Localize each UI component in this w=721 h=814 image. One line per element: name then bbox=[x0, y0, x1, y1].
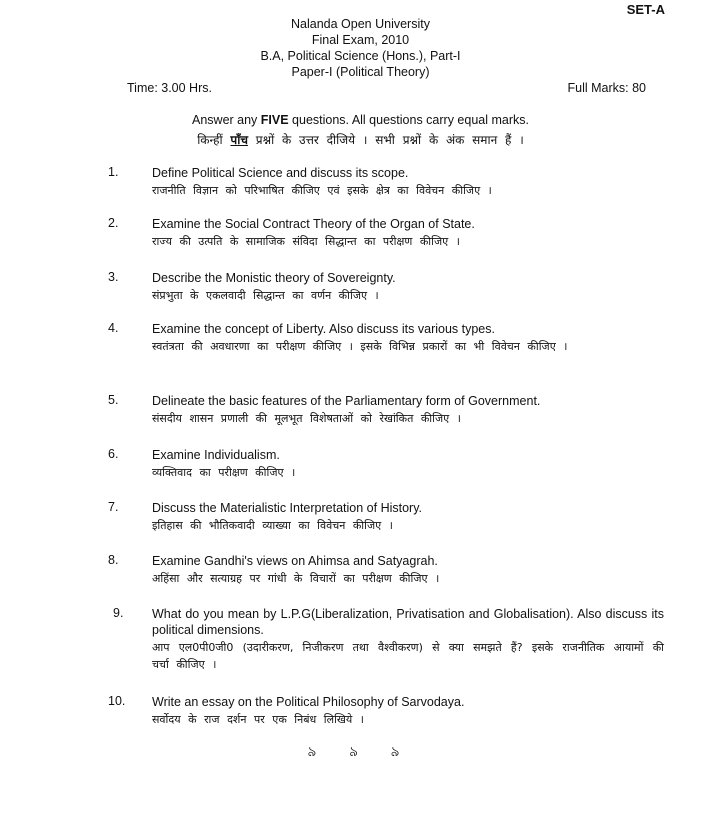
question-text-en: Examine the Social Contract Theory of the Organ of State. bbox=[152, 217, 475, 231]
question-text-hi: राज्य की उत्पति के सामाजिक संविदा सिद्धान्त का परीक्षण कीजिए । bbox=[152, 235, 460, 248]
question-text-hi: आप एल0पी0जी0 (उदारीकरण, निजीकरण तथा वैश्वीकरण) से क्या समझते हैं? इसके राजनीतिक आयामों की चर्चा कीजिए । bbox=[152, 641, 664, 671]
paper-title: Paper-I (Political Theory) bbox=[291, 65, 430, 79]
question-text-hi: राजनीति विज्ञान को परिभाषित कीजिए एवं इसके क्षेत्र का विवेचन कीजिए । bbox=[152, 184, 492, 197]
question-number: 4. bbox=[108, 321, 119, 335]
end-ornament: ৯ ৯ ৯ bbox=[307, 744, 414, 760]
question-number: 3. bbox=[108, 270, 119, 284]
question-number: 6. bbox=[108, 447, 119, 461]
instr-en-suffix: questions. All questions carry equal marks. bbox=[288, 113, 529, 127]
question-number: 8. bbox=[108, 553, 119, 567]
instructions-hindi bbox=[0, 131, 721, 148]
instr-hi-bold: पाँच bbox=[230, 133, 248, 147]
question-text-hi: सर्वोदय के राज दर्शन पर एक निबंध लिखिये । bbox=[152, 713, 364, 726]
question-text-en: Examine Individualism. bbox=[152, 448, 280, 462]
question-number: 5. bbox=[108, 393, 119, 407]
set-label: SET-A bbox=[626, 2, 665, 17]
question-text-hi: स्वतंत्रता की अवधारणा का परीक्षण कीजिए । इसके विभिन्न प्रकारों का भी विवेचन कीजिए । bbox=[152, 340, 568, 353]
instr-en-prefix: Answer any bbox=[192, 113, 261, 127]
question-text-en: Discuss the Materialistic Interpretation of History. bbox=[152, 501, 423, 515]
course-title: B.A, Political Science (Hons.), Part-I bbox=[260, 49, 461, 63]
question-text-en: Examine Gandhi's views on Ahimsa and Satyagrah. bbox=[152, 554, 438, 568]
question-number: 7. bbox=[108, 500, 119, 514]
question-text-hi: व्यक्तिवाद का परीक्षण कीजिए । bbox=[152, 466, 296, 479]
university-name: Nalanda Open University bbox=[291, 17, 430, 31]
question-text-hi: अहिंसा और सत्याग्रह पर गांधी के विचारों का परीक्षण कीजिए । bbox=[152, 572, 440, 585]
instr-hi-prefix: किन्हीं bbox=[197, 133, 231, 147]
question-text-en: Delineate the basic features of the Parliamentary form of Government. bbox=[152, 394, 541, 408]
time-label: Time: 3.00 Hrs. bbox=[127, 81, 212, 95]
exam-title: Final Exam, 2010 bbox=[311, 33, 410, 47]
instr-hi-suffix: प्रश्नों के उत्तर दीजिये । सभी प्रश्नों के अंक समान हैं । bbox=[247, 133, 524, 147]
question-number: 2. bbox=[108, 216, 119, 230]
full-marks-label: Full Marks: 80 bbox=[567, 81, 646, 95]
question-number: 1. bbox=[108, 165, 119, 179]
question-text-hi: इतिहास की भौतिकवादी व्याख्या का विवेचन कीजिए । bbox=[152, 519, 393, 532]
question-text-en: Describe the Monistic theory of Sovereignty. bbox=[152, 271, 396, 285]
question-text-hi: संसदीय शासन प्रणाली की मूलभूत विशेषताओं को रेखांकित कीजिए । bbox=[152, 412, 461, 425]
instructions-english bbox=[0, 113, 721, 127]
instr-en-bold: FIVE bbox=[260, 113, 289, 127]
question-text-en: Define Political Science and discuss its scope. bbox=[152, 166, 409, 180]
question-text-en: Write an essay on the Political Philosophy of Sarvodaya. bbox=[152, 695, 465, 709]
question-text-en: Examine the concept of Liberty. Also discuss its various types. bbox=[152, 322, 495, 336]
question-number: 10. bbox=[108, 694, 126, 708]
question-number: 9. bbox=[113, 606, 124, 620]
question-text-en: What do you mean by L.P.G(Liberalization, Privatisation and Globalisation). Also discuss its political dimensions. bbox=[152, 607, 664, 637]
question-text-hi: संप्रभुता के एकलवादी सिद्धान्त का वर्णन कीजिए । bbox=[152, 289, 379, 302]
